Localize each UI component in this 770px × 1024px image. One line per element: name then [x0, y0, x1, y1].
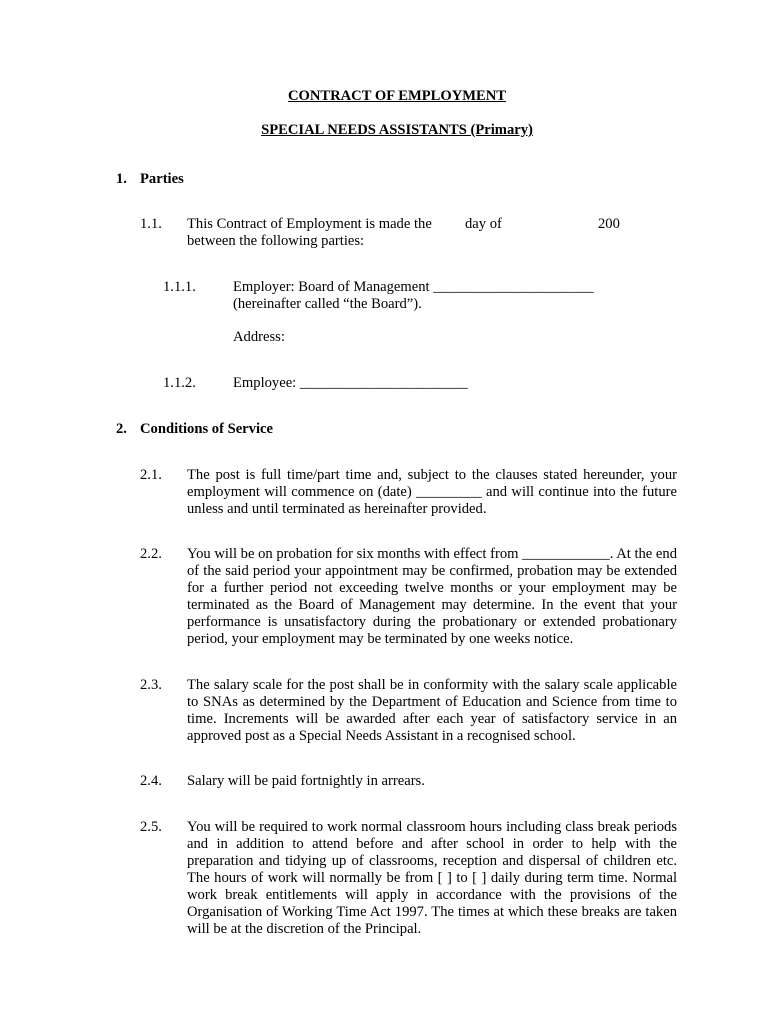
section-2-heading: Conditions of Service: [140, 421, 273, 437]
employer-line: Employer: Board of Management ______________________: [233, 279, 594, 295]
employer-note: (hereinafter called “the Board”).: [233, 296, 422, 312]
clause-2-4-number: 2.4.: [140, 773, 162, 789]
clause-2-5-text: You will be required to work normal classroom hours including class break periods and in addition to attend before and after school in order to help with the preparation and tidying up of classrooms, reception and dispersal of children etc. The hours of work will normally be from [ ] to [ ] daily during term time. Normal work break entitlements will apply in accordance with the provisions of the Organisation of Working Time Act 1997. The times at which these breaks are taken will be at the discretion of the Principal.: [187, 819, 677, 937]
clause-2-2-number: 2.2.: [140, 546, 162, 562]
clause-1-1-1-number: 1.1.1.: [163, 279, 196, 295]
clause-1-1-text-c: 200: [598, 216, 620, 232]
clause-1-1-number: 1.1.: [140, 216, 162, 232]
employee-line: Employee: _______________________: [233, 375, 468, 391]
document-title: CONTRACT OF EMPLOYMENT: [287, 88, 507, 104]
clause-2-1-text: The post is full time/part time and, subject to the clauses stated hereunder, your employment will commence on (date) _________ and will continue into the future unless and until terminated as hereinafter provided.: [187, 467, 677, 517]
clause-1-1-text-a: This Contract of Employment is made the: [187, 216, 432, 232]
clause-1-1-text-line2: between the following parties:: [187, 233, 365, 249]
clause-1-1-text-b: day of: [465, 216, 502, 232]
section-1-heading: Parties: [140, 171, 184, 187]
document-subtitle: SPECIAL NEEDS ASSISTANTS (Primary): [261, 122, 533, 138]
clause-2-4-text: Salary will be paid fortnightly in arrears.: [187, 773, 425, 789]
section-2-number: 2.: [116, 421, 127, 437]
clause-2-5-number: 2.5.: [140, 819, 162, 835]
clause-2-3-text: The salary scale for the post shall be in conformity with the salary scale applicable to SNAs as determined by the Department of Education and Science from time to time. Increments will be awarded after each year of satisfactory service in an approved post as a Special Needs Assistant in a recognised school.: [187, 677, 677, 744]
section-1-number: 1.: [116, 171, 127, 187]
clause-2-3-number: 2.3.: [140, 677, 162, 693]
clause-2-1-number: 2.1.: [140, 467, 162, 483]
clause-2-2-text: You will be on probation for six months with effect from ____________. At the end of the said period your appointment may be confirmed, probation may be extended for a further period not exceeding twelve months or your employment may be terminated as the Board of Management may determine. In the event that your performance is unsatisfactory during the probationary or extended probationary period, your employment may be terminated by one weeks notice.: [187, 546, 677, 647]
address-label: Address:: [233, 329, 285, 345]
clause-1-1-2-number: 1.1.2.: [163, 375, 196, 391]
